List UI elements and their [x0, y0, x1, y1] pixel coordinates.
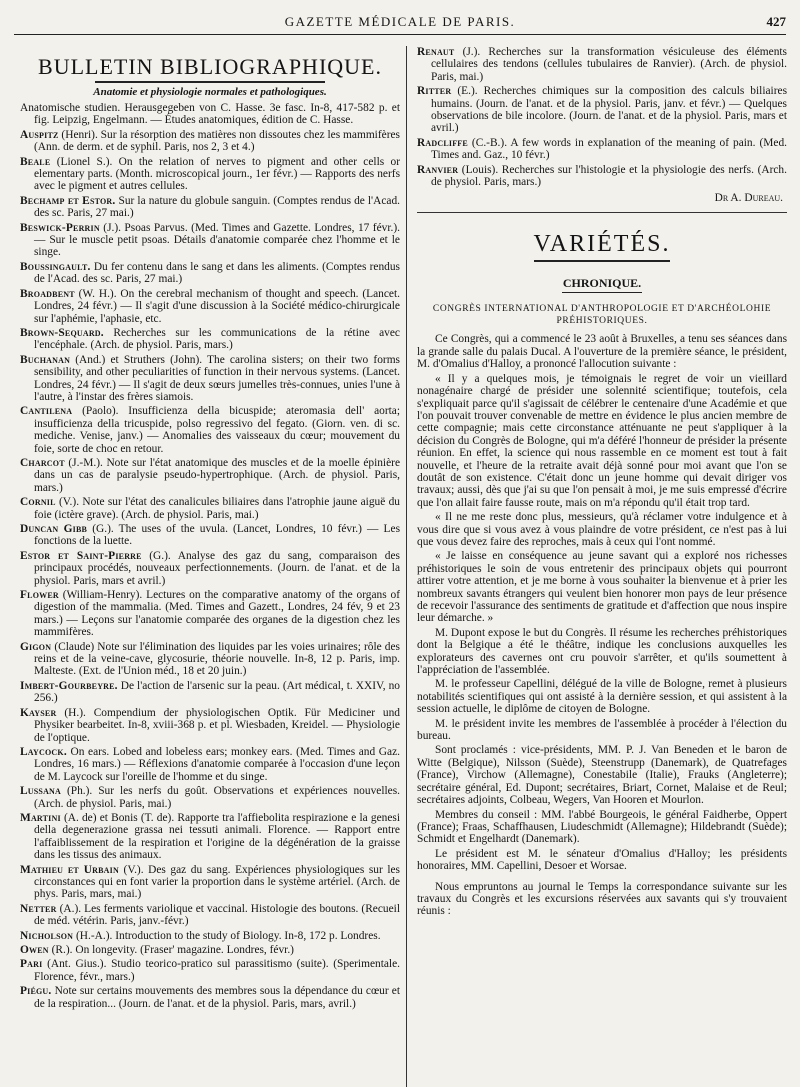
bibliography-entry	[417, 85, 787, 135]
entry-author: Beswick-Perrin	[20, 221, 100, 234]
bulletin-heading-rule	[95, 81, 325, 83]
entry-text: (Ph.). Sur les nerfs du goût. Observations et expériences nouvelles. (Arch. de physiol. Paris, mai.)	[34, 785, 400, 810]
bulletin-subheading: Anatomie et physiologie normales et pathologiques.	[93, 86, 327, 98]
entry-author: Gigon	[20, 640, 52, 653]
entry-text: Note sur certains mouvements des membres sous la dépendance du cœur et de la respiration... (Journ. de l'anat. et de la physiol. Paris, mars, avril.)	[34, 985, 400, 1010]
article-paragraph: Sont proclamés : vice-présidents, MM. P. J. Van Beneden et le baron de Witte (Belgique), Nilsson (Suède), Steenstrupp (Danemark), de Quatrefages (France), Virchow (Allemagne), Conestabile (Italie), Frauks (Angleterre); secrétaire général, Ed. Dupont; secrétaires, Briart, Cornet, Malaise et de Reul; secrétaires adjoints, Colbeau, Wegers, Van Hooren et Mourlon.	[417, 744, 787, 807]
columns	[14, 46, 786, 1087]
bibliography-entry	[20, 641, 400, 678]
journal-title: GAZETTE MÉDICALE DE PARIS.	[284, 14, 516, 29]
entry-author: Renaut	[417, 46, 455, 58]
entry-text: On ears. Lobed and lobeless ears; monkey ears. (Med. Times and Gaz. Londres, 16 mars.) — Réflexions d'anatomie comparée à l'occasion d'une leçon de M. Laycock sur l'oreille de l'homme et du singe.	[34, 745, 400, 783]
article-paragraph: « Il ne me reste donc plus, messieurs, qu'à réclamer votre indulgence et à vous dire que si vous avez à vous plaindre de votre président, ce n'est pas à lui que vous devez faire des reproches, mais à ceux qui l'ont nommé.	[417, 511, 787, 548]
chronique-rule	[562, 292, 642, 293]
entry-author: Lussana	[20, 785, 62, 798]
article-paragraph: Le président est M. le sénateur d'Omalius d'Halloy; les présidents honoraires, MM. Capellini, Desoer et Worsae.	[417, 847, 787, 873]
entry-author: Piégu.	[20, 985, 52, 998]
bibliography-entry	[417, 164, 787, 189]
bibliography-entry	[20, 958, 400, 983]
article-paragraph: M. Dupont expose le but du Congrès. Il résume les recherches préhistoriques dont la Belgique a été le théâtre, indique les conclusions auxquelles les explorateurs des cavernes ont cru pouvoir s'arrêter, et qu'ils soumettent à l'appréciation de l'assemblée.	[417, 626, 787, 677]
entry-text: (G.). Analyse des gaz du sang, comparaison des principaux procédés, nouveaux perfectionnements. (Journ. de l'anat. et de la physiol. Paris, mars et avril.)	[34, 549, 400, 587]
entry-author: Ranvier	[417, 163, 459, 176]
entry-text: Sur la nature du globule sanguin. (Comptes rendus de l'Acad. des sc. Paris, 27 mai.)	[34, 194, 400, 220]
congres-title: CONGRÈS INTERNATIONAL D'ANTHROPOLOGIE ET D'ARCHÉOLOHIE PRÉHISTORIQUES.	[432, 304, 772, 327]
left-column	[20, 46, 400, 1087]
entry-author: Pari	[20, 958, 43, 971]
bibliography-entry	[20, 680, 400, 705]
bibliography-entry	[20, 457, 400, 494]
entry-text: (V.). Note sur l'état des canalicules biliaires dans l'atrophie jaune aiguë du foie (ictère grave). (Arch. de physiol. Paris, mai.)	[34, 496, 400, 521]
article-paragraph: « Il y a quelques mois, je témoignais le regret de voir un vieillard nonagénaire chargé de présider une solennité scientifique; toutefois, cela s'expliquait parce qu'il s'agissait de célébrer le centenaire d'une Académie et que l'on pouvait trouver convenable de mettre en évidence le plus ancien membre de cette compagnie; mais cette circonstance atténuante ne peut s'appliquer à la décision du Congrès de Bologne, qui m'a déféré l'honneur de présider la présente réunion. En effet, la science qui nous rassemble en ce moment est tout à fait nouvelle, et l'heure de la retraite avait déjà sonné pour moi avant que l'on se doutât de son existence. C'était donc un jeune homme qui devait diriger vos travaux; aussi, dès que j'ai su que l'on pensait à moi, je me suis empressé d'écrire que l'on allait faire fausse route, mais on m'a répondu qu'il était trop tard.	[417, 372, 787, 509]
bibliography-entry	[20, 746, 400, 783]
entry-text: (Henri). Sur la résorption des matières non dissoutes chez les mammifères (Ann. de derm. et de syphil. Paris, nos 2, 3 et 4.)	[34, 128, 400, 154]
entry-author: Brown-Sequard.	[20, 326, 104, 339]
entry-text: (Louis). Recherches sur l'histologie et la physiologie des nerfs. (Arch. de physiol. Paris, mars.)	[431, 163, 787, 189]
entry-author: Laycock.	[20, 745, 67, 758]
bibliography-entry	[20, 405, 400, 455]
entry-text: (H.-A.). Introduction to the study of Biology. In-8, 172 p. Londres.	[76, 929, 381, 942]
entry-text: (C.-B.). A few words in explanation of the meaning of pain. (Med. Times and. Gaz., 10 févr.)	[431, 136, 787, 162]
bibliography-entry	[20, 102, 400, 127]
entry-author: Mathieu et Urbain	[20, 863, 119, 876]
bibliography-entry	[20, 930, 400, 942]
bibliography-entry	[20, 129, 400, 154]
bibliography-entry	[417, 137, 787, 162]
entry-author: Cornil	[20, 496, 56, 509]
entry-text: (Claude) Note sur l'élimination des liquides par les voies urinaires; rôle des reins et de la veine-cave, glycosurie, théorie nouvelle. In-8, 12 p. Paris, imp. Malteste. (Ext. de l'Union méd., 18 et 20 juin.)	[34, 640, 400, 678]
entry-text: (Ant. Gius.). Studio teorico-pratico sul parassitismo (suite). (Sperimentale. Florence, févr., mars.)	[34, 958, 400, 983]
entry-text: (A. de) et Bonis (T. de). Rapporte tra l'affiebolita respirazione e la genesi della degenerazione grassa nei tessuti animali. Florence. — Rapport entre l'affaiblissement de la respiration et l'origine de la dégénération de la graisse dans les tissus des animaux.	[34, 811, 400, 862]
entry-text: (H.). Compendium der physiologischen Optik. Für Mediciner und Physiker bearbeitet. In-8, xviii-368 p. et pl. Wiesbaden, Kreidel. — Physiologie de l'optique.	[34, 706, 400, 744]
bibliography-entry	[20, 261, 400, 286]
entry-text: (E.). Recherches chimiques sur la composition des calculs biliaires humains. (Journ. de l'anat. et de la physiol. Paris, janv. et févr.) — Quelques observations de bile incolore. (Journ. de l'anat. et de la physiol. Paris, mars et avril.)	[431, 85, 787, 135]
entry-author: Netter	[20, 902, 57, 915]
page-number: 427	[766, 14, 786, 29]
entry-author: Flower	[20, 589, 59, 602]
entry-author: Beale	[20, 155, 51, 168]
entry-text: (J.). Recherches sur la transformation vésiculeuse des éléments cellulaires des tendons (cellules tubulaires de Ranvier). (Arch. de physiol. Paris, mai.)	[431, 46, 787, 83]
article-paragraph: « Je laisse en conséquence au jeune savant qui a exploré nos richesses préhistoriques le soin de vous entretenir des principaux objets qui pourront attirer votre attention, et je me borne à vous souhaiter la bienvenue et à prier les nombreux savants étrangers qui veulent bien honorer mon pays de leur présence de recevoir l'assurance des sentiments de gratitude et d'affection que nous inspire leur démarche. »	[417, 550, 787, 625]
article-paragraph: M. le professeur Capellini, délégué de la ville de Bologne, remet à plusieurs notabilités scientifiques qui ont assisté à la dernière session, et qui assistent à la session actuelle, le diplôme de citoyen de Bologne.	[417, 678, 787, 716]
entry-text: Anatomische studien. Herausgegeben von C. Hasse. 3e fasc. In-8, 417-582 p. et fig. Leipzig, Engelmann. — Études anatomiques, édition de C. Hasse.	[20, 102, 400, 127]
entry-author: Ritter	[417, 85, 452, 98]
entry-author: Buchanan	[20, 353, 71, 366]
bibliography-entry	[20, 864, 400, 901]
entry-author: Imbert-Gourbeyre.	[20, 679, 118, 692]
entry-text: (And.) et Struthers (John). The carolina sisters; on their two forms sensibility, and other peculiarities of function in their nervous systems. (Lancet. Londres, 24 févr.) — Il s'agit de deux sœurs jumelles très-connues, unies l'une à l'autre, à l'instar des frères siamois.	[34, 353, 400, 403]
bibliography-entry	[20, 707, 400, 744]
bibliography-list-left	[20, 102, 400, 1010]
column-divider	[406, 46, 407, 1087]
bibliography-entry	[20, 222, 400, 259]
entry-author: Duncan Gibb	[20, 523, 88, 535]
varietes-text	[417, 333, 787, 917]
entry-text: De l'action de l'arsenic sur la peau. (Art médical, t. XXIV, no 256.)	[34, 679, 400, 705]
bibliography-entry	[20, 327, 400, 352]
article-paragraph: Ce Congrès, qui a commencé le 23 août à Bruxelles, a tenu ses séances dans la grande salle du palais Ducal. A l'ouverture de la première séance, le président, M. d'Omalius d'Halloy, a prononcé l'allocution suivante :	[417, 333, 787, 371]
bulletin-heading: BULLETIN BIBLIOGRAPHIQUE.	[38, 54, 382, 79]
bibliography-entry	[20, 589, 400, 639]
bibliography-entry	[20, 550, 400, 587]
varietes-block	[417, 231, 787, 262]
entry-text: (A.). Les ferments variolique et vaccinal. Histologie des boutons. (Recueil de méd. vétérin. Paris, janv.-févr.)	[34, 902, 400, 928]
varietes-heading: VARIÉTÉS.	[534, 231, 671, 262]
bibliography-entry	[20, 903, 400, 928]
article-paragraph: Membres du conseil : MM. l'abbé Bourgeois, le général Faidherbe, Oppert (France); Fraas, Schaffhausen, Liudeschmidt (Allemagne); Hildebrandt (Suède); Schmidt et Engelhardt (Danemark).	[417, 808, 787, 846]
entry-text: (Paolo). Insufficienza della bicuspide; ateromasia dell' aorta; insufficienza della tricuspide, polso regressivo del fegato. (Giorn. ven. di sc. mediche. Venise, janv.) — Anomalies des vaisseaux du cœur; mouvement du foie, sorte de choc en retour.	[34, 405, 400, 455]
entry-author: Nicholson	[20, 929, 74, 942]
entry-text: (V.). Des gaz du sang. Expériences physiologiques sur les circonstances qui en font varier la proportion dans le système artériel. (Arch. de phys. Paris, mars, mai.)	[34, 863, 400, 901]
entry-author: Bechamp et Estor.	[20, 194, 116, 207]
bibliography-entry	[417, 46, 787, 83]
entry-author: Broadbent	[20, 287, 75, 300]
article-paragraph: M. le président invite les membres de l'assemblée à procéder à l'élection du bureau.	[417, 717, 787, 743]
bibliography-entry	[20, 523, 400, 548]
bibliography-entry	[20, 944, 400, 956]
page-header	[14, 12, 786, 35]
right-column	[417, 46, 787, 1087]
bibliography-entry	[20, 288, 400, 325]
entry-text: (G.). The uses of the uvula. (Lancet, Londres, 10 févr.) — Les fonctions de la luette.	[34, 523, 400, 548]
bibliography-entry	[20, 156, 400, 193]
entry-text: (J.-M.). Note sur l'état anatomique des muscles et de la moelle épinière dans un cas de paralysie pseudo-hypertrophique. (Arch. de physiol. Paris, mars.)	[34, 456, 400, 494]
entry-text: Recherches sur les communications de la rétine avec l'encéphale. (Arch. de physiol. Paris, mars.)	[34, 326, 400, 352]
entry-text: (Lionel S.). On the relation of nerves to pigment and other cells or elementary parts. (Month. microscopical journ., 1er févr.) — Rapports des nerfs avec le pigment et autres cellules.	[34, 155, 400, 193]
bibliography-entry	[20, 354, 400, 404]
entry-author: Owen	[20, 944, 49, 956]
entry-author: Boussingault.	[20, 260, 91, 273]
entry-text: Du fer contenu dans le sang et dans les aliments. (Comptes rendus de l'Acad. des sc. Paris, 27 mai.)	[34, 260, 400, 286]
bibliography-entry	[20, 785, 400, 810]
entry-author: Estor et Saint-Pierre	[20, 549, 142, 562]
entry-author: Auspitz	[20, 128, 59, 141]
entry-author: Charcot	[20, 456, 65, 469]
signature: Dr A. Dureau.	[714, 192, 783, 205]
entry-text: (R.). On longevity. (Fraser' magazine. Londres, févr.)	[51, 944, 294, 956]
bibliography-list-right	[417, 46, 787, 188]
bibliography-entry	[20, 195, 400, 220]
chronique-heading: CHRONIQUE.	[562, 276, 642, 291]
entry-author: Cantilena	[20, 405, 73, 418]
bibliography-entry	[20, 812, 400, 862]
entry-author: Kayser	[20, 706, 57, 719]
entry-text: (J.). Psoas Parvus. (Med. Times and Gazette. Londres, 17 févr.). — Sur le muscle petit psoas. Détails d'anatomie comparée chez l'homme et le singe.	[34, 221, 400, 259]
article-paragraph: Nous empruntons au journal le Temps la correspondance suivante sur les travaux du Congrès et les excursions réservées aux savants qui s'y trouvaient réunis :	[417, 880, 787, 918]
bibliography-entry	[20, 496, 400, 521]
bibliography-entry	[20, 985, 400, 1010]
entry-text: (W. H.). On the cerebral mechanism of thought and speech. (Lancet. Londres, 24 févr.) — Il s'agit d'une discussion à la Société médico-chirurgicale sur l'aphémie, l'aphasie, etc.	[34, 287, 400, 325]
entry-author: Radcliffe	[417, 136, 468, 149]
entry-text: (William-Henry). Lectures on the comparative anatomy of the organs of digestion of the mammalia. (Med. Times and Gazett., Londres, 24 fév, 9 et 23 mars.) — Leçons sur l'anatomie comparée des organes de la digestion chez les mammifères.	[34, 589, 400, 639]
entry-author: Martini	[20, 811, 61, 824]
section-rule	[417, 212, 787, 213]
